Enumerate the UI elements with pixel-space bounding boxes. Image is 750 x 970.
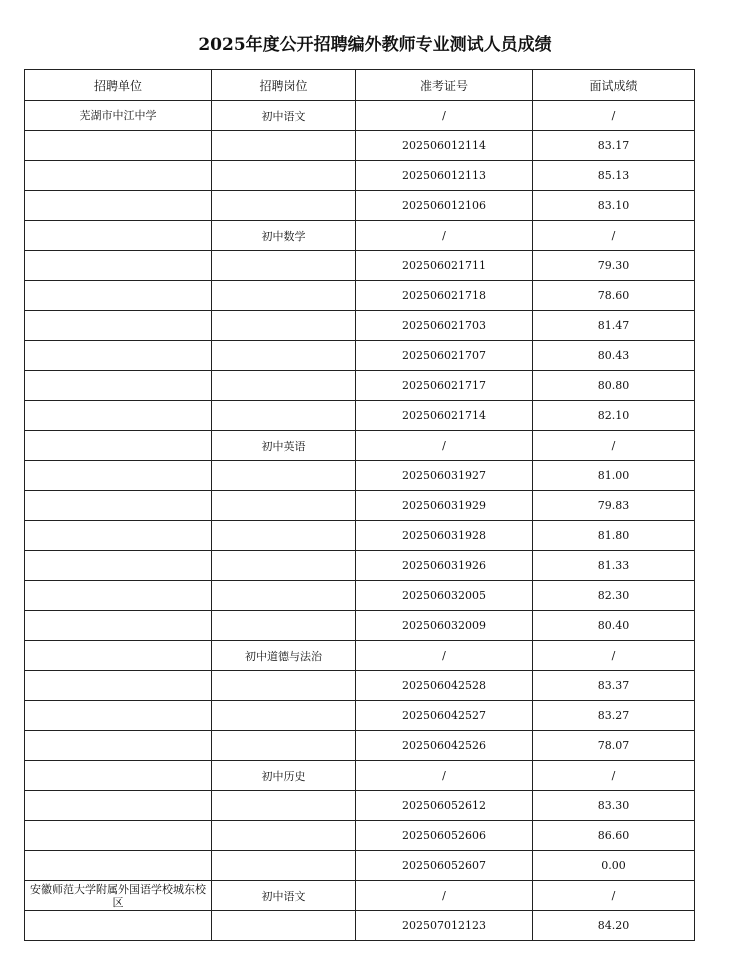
ticket-number-cell: 202506052606: [356, 821, 533, 851]
recruiting-position-cell: [212, 581, 356, 611]
ticket-number-cell: 202506012106: [356, 191, 533, 221]
recruiting-position-cell: [212, 851, 356, 881]
ticket-number-cell: 202506032005: [356, 581, 533, 611]
recruiting-unit-cell: [25, 821, 212, 851]
recruiting-position-cell: [212, 311, 356, 341]
ticket-number-cell: 202506021718: [356, 281, 533, 311]
ticket-number-cell: /: [356, 431, 533, 461]
interview-score-cell: 81.33: [533, 551, 695, 581]
interview-score-cell: 81.80: [533, 521, 695, 551]
recruiting-unit-cell: [25, 401, 212, 431]
recruiting-position-cell: [212, 731, 356, 761]
recruiting-unit-cell: [25, 761, 212, 791]
header-interview-score: 面试成绩: [533, 70, 695, 101]
recruiting-position-cell: [212, 161, 356, 191]
recruiting-unit-cell: [25, 551, 212, 581]
table-row: [25, 131, 695, 161]
ticket-number-cell: /: [356, 101, 533, 131]
ticket-number-cell: /: [356, 221, 533, 251]
interview-score-cell: /: [533, 761, 695, 791]
recruiting-unit-cell: [25, 491, 212, 521]
table-row: [25, 701, 695, 731]
interview-score-cell: /: [533, 881, 695, 911]
page-title: 2025年度公开招聘编外教师专业测试人员成绩: [198, 35, 552, 55]
interview-score-cell: 79.83: [533, 491, 695, 521]
interview-score-cell: 83.17: [533, 131, 695, 161]
ticket-number-cell: 202506042526: [356, 731, 533, 761]
ticket-number-cell: 202506032009: [356, 611, 533, 641]
table-row: [25, 221, 695, 251]
interview-score-cell: 78.60: [533, 281, 695, 311]
recruiting-position-cell: 初中语文: [212, 881, 356, 911]
recruiting-unit-cell: [25, 131, 212, 161]
table-row: [25, 581, 695, 611]
table-row: [25, 311, 695, 341]
recruiting-position-cell: [212, 251, 356, 281]
table-row: [25, 671, 695, 701]
ticket-number-cell: 202506031927: [356, 461, 533, 491]
ticket-number-cell: /: [356, 761, 533, 791]
ticket-number-cell: 202506021703: [356, 311, 533, 341]
recruiting-position-cell: [212, 371, 356, 401]
interview-score-cell: 85.13: [533, 161, 695, 191]
recruiting-position-cell: [212, 701, 356, 731]
recruiting-unit-cell: 安徽师范大学附属外国语学校城东校区: [25, 881, 212, 911]
recruiting-unit-cell: [25, 431, 212, 461]
interview-score-cell: 80.40: [533, 611, 695, 641]
recruiting-position-cell: [212, 281, 356, 311]
ticket-number-cell: 202506012113: [356, 161, 533, 191]
recruiting-position-cell: [212, 911, 356, 941]
recruiting-unit-cell: [25, 611, 212, 641]
table-row: [25, 461, 695, 491]
table-row: [25, 851, 695, 881]
recruiting-position-cell: 初中历史: [212, 761, 356, 791]
table-row: [25, 101, 695, 131]
recruiting-unit-cell: [25, 461, 212, 491]
table-row: [25, 341, 695, 371]
interview-score-cell: /: [533, 641, 695, 671]
recruiting-position-cell: [212, 521, 356, 551]
table-row: [25, 431, 695, 461]
interview-score-cell: /: [533, 221, 695, 251]
recruiting-position-cell: [212, 191, 356, 221]
recruiting-unit-cell: [25, 281, 212, 311]
table-row: [25, 761, 695, 791]
interview-score-cell: 80.43: [533, 341, 695, 371]
ticket-number-cell: 202506042527: [356, 701, 533, 731]
ticket-number-cell: 202506031926: [356, 551, 533, 581]
header-recruiting-position: 招聘岗位: [212, 70, 356, 101]
table-row: [25, 611, 695, 641]
interview-score-cell: 78.07: [533, 731, 695, 761]
ticket-number-cell: 202506012114: [356, 131, 533, 161]
interview-score-cell: 83.10: [533, 191, 695, 221]
recruiting-position-cell: 初中英语: [212, 431, 356, 461]
interview-score-cell: 81.47: [533, 311, 695, 341]
recruiting-position-cell: [212, 671, 356, 701]
recruiting-unit-cell: [25, 911, 212, 941]
table-row: [25, 731, 695, 761]
recruiting-position-cell: [212, 131, 356, 161]
recruiting-unit-cell: [25, 191, 212, 221]
interview-score-cell: 82.30: [533, 581, 695, 611]
table-row: [25, 281, 695, 311]
recruiting-position-cell: [212, 491, 356, 521]
recruiting-position-cell: [212, 551, 356, 581]
ticket-number-cell: 202506021711: [356, 251, 533, 281]
table-row: [25, 491, 695, 521]
interview-score-cell: 79.30: [533, 251, 695, 281]
ticket-number-cell: 202506052612: [356, 791, 533, 821]
table-row: [25, 881, 695, 911]
recruiting-position-cell: [212, 821, 356, 851]
recruiting-unit-cell: [25, 671, 212, 701]
table-row: [25, 401, 695, 431]
table-row: [25, 551, 695, 581]
table-row: [25, 161, 695, 191]
table-row: [25, 521, 695, 551]
recruiting-unit-cell: [25, 851, 212, 881]
interview-score-cell: 80.80: [533, 371, 695, 401]
interview-score-cell: 83.27: [533, 701, 695, 731]
table-header-row: [25, 70, 695, 101]
recruiting-unit-cell: [25, 581, 212, 611]
interview-score-cell: /: [533, 431, 695, 461]
ticket-number-cell: 202506021717: [356, 371, 533, 401]
recruiting-unit-cell: [25, 371, 212, 401]
recruiting-position-cell: 初中数学: [212, 221, 356, 251]
interview-score-cell: 86.60: [533, 821, 695, 851]
recruiting-unit-cell: [25, 641, 212, 671]
recruiting-unit-cell: [25, 791, 212, 821]
interview-score-cell: 82.10: [533, 401, 695, 431]
recruiting-position-cell: [212, 791, 356, 821]
table-body: [25, 101, 695, 941]
interview-score-cell: 0.00: [533, 851, 695, 881]
table-row: [25, 371, 695, 401]
recruiting-unit-cell: [25, 161, 212, 191]
recruiting-unit-cell: [25, 221, 212, 251]
interview-score-cell: 81.00: [533, 461, 695, 491]
recruiting-unit-cell: [25, 251, 212, 281]
recruiting-position-cell: 初中道德与法治: [212, 641, 356, 671]
header-recruiting-unit: 招聘单位: [25, 70, 212, 101]
ticket-number-cell: 202507012123: [356, 911, 533, 941]
table-row: [25, 641, 695, 671]
recruiting-unit-cell: 芜湖市中江中学: [25, 101, 212, 131]
ticket-number-cell: 202506052607: [356, 851, 533, 881]
table-row: [25, 251, 695, 281]
ticket-number-cell: 202506042528: [356, 671, 533, 701]
recruiting-position-cell: [212, 341, 356, 371]
recruiting-position-cell: [212, 461, 356, 491]
table-row: [25, 791, 695, 821]
recruiting-position-cell: [212, 401, 356, 431]
table-row: [25, 821, 695, 851]
recruiting-unit-cell: [25, 701, 212, 731]
ticket-number-cell: 202506021707: [356, 341, 533, 371]
interview-score-cell: 84.20: [533, 911, 695, 941]
recruiting-unit-cell: [25, 521, 212, 551]
table-row: [25, 191, 695, 221]
recruiting-position-cell: [212, 611, 356, 641]
interview-score-cell: 83.30: [533, 791, 695, 821]
ticket-number-cell: /: [356, 881, 533, 911]
ticket-number-cell: 202506031928: [356, 521, 533, 551]
table-row: [25, 911, 695, 941]
recruiting-position-cell: 初中语文: [212, 101, 356, 131]
score-table: [24, 69, 695, 941]
header-ticket-number: 准考证号: [356, 70, 533, 101]
interview-score-cell: /: [533, 101, 695, 131]
recruiting-unit-cell: [25, 341, 212, 371]
ticket-number-cell: /: [356, 641, 533, 671]
ticket-number-cell: 202506031929: [356, 491, 533, 521]
interview-score-cell: 83.37: [533, 671, 695, 701]
recruiting-unit-cell: [25, 311, 212, 341]
recruiting-unit-cell: [25, 731, 212, 761]
ticket-number-cell: 202506021714: [356, 401, 533, 431]
